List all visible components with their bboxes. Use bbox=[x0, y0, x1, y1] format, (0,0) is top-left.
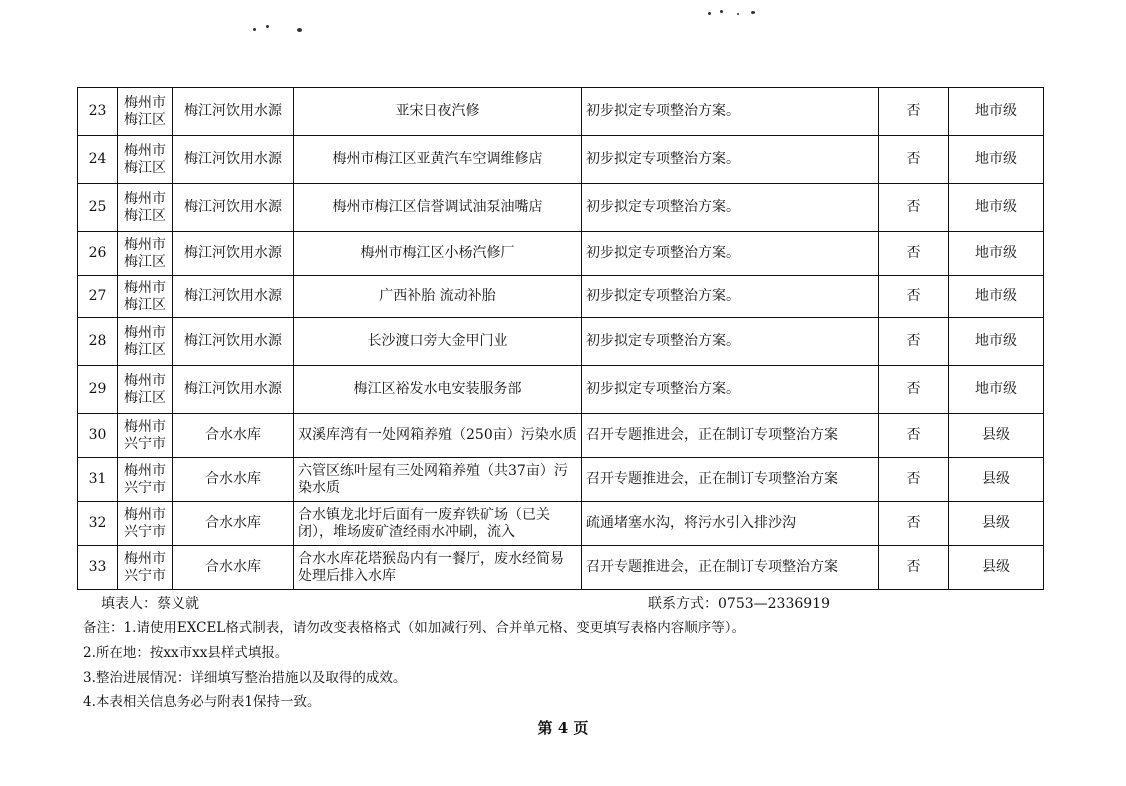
scan-speck bbox=[751, 11, 755, 14]
location-cell bbox=[118, 502, 173, 546]
water-source: 合水水库 bbox=[173, 502, 294, 546]
rectification-progress: 召开专题推进会，正在制订专项整治方案 bbox=[582, 458, 879, 502]
location-district: 梅江区 bbox=[124, 111, 166, 128]
source-level: 地市级 bbox=[949, 136, 1044, 184]
problem-name: 梅江区裕发水电安装服务部 bbox=[294, 366, 582, 414]
water-source: 梅江河饮用水源 bbox=[173, 88, 294, 136]
rectification-progress: 初步拟定专项整治方案。 bbox=[582, 276, 879, 318]
rectification-progress: 疏通堵塞水沟，将污水引入排沙沟 bbox=[582, 502, 879, 546]
location-city: 梅州市 bbox=[124, 372, 166, 389]
source-level: 县级 bbox=[949, 502, 1044, 546]
note-line: 3.整治进展情况：详细填写整治措施以及取得的成效。 bbox=[83, 670, 407, 686]
location-district: 梅江区 bbox=[124, 341, 166, 358]
location-district: 梅江区 bbox=[124, 296, 166, 313]
page-number: 第 4 页 bbox=[537, 719, 589, 737]
problem-name: 广西补胎 流动补胎 bbox=[294, 276, 582, 318]
location-district: 梅江区 bbox=[124, 389, 166, 406]
problem-name: 梅州市梅江区小杨汽修厂 bbox=[294, 232, 582, 276]
location-cell bbox=[118, 88, 173, 136]
table-row bbox=[78, 318, 1044, 366]
row-number: 25 bbox=[78, 184, 118, 232]
completed-flag: 否 bbox=[879, 458, 949, 502]
location-city: 梅州市 bbox=[124, 462, 166, 479]
location-district: 梅江区 bbox=[124, 159, 166, 176]
completed-flag: 否 bbox=[879, 502, 949, 546]
location-cell bbox=[118, 458, 173, 502]
completed-flag: 否 bbox=[879, 318, 949, 366]
row-number: 30 bbox=[78, 414, 118, 458]
source-level: 地市级 bbox=[949, 276, 1044, 318]
problem-name: 六管区练叶屋有三处网箱养殖（共37亩）污染水质 bbox=[294, 458, 582, 502]
rectification-progress: 初步拟定专项整治方案。 bbox=[582, 136, 879, 184]
source-level: 地市级 bbox=[949, 232, 1044, 276]
row-number: 32 bbox=[78, 502, 118, 546]
problem-name: 梅州市梅江区亚黄汽车空调维修店 bbox=[294, 136, 582, 184]
location-district: 梅江区 bbox=[124, 253, 166, 270]
water-source: 梅江河饮用水源 bbox=[173, 276, 294, 318]
problem-name: 长沙渡口旁大金甲门业 bbox=[294, 318, 582, 366]
row-number: 24 bbox=[78, 136, 118, 184]
scan-speck bbox=[266, 25, 269, 28]
location-city: 梅州市 bbox=[124, 236, 166, 253]
scan-speck bbox=[253, 28, 256, 31]
table-row bbox=[78, 184, 1044, 232]
water-source: 梅江河饮用水源 bbox=[173, 136, 294, 184]
table-row bbox=[78, 136, 1044, 184]
rectification-table bbox=[77, 87, 1044, 590]
location-cell bbox=[118, 366, 173, 414]
table-row bbox=[78, 366, 1044, 414]
location-district: 兴宁市 bbox=[124, 435, 166, 452]
completed-flag: 否 bbox=[879, 136, 949, 184]
note-line: 备注：1.请使用EXCEL格式制表，请勿改变表格格式（如加减行列、合并单元格、变更填写表格内容顺序等）。 bbox=[83, 620, 746, 636]
scan-speck bbox=[297, 28, 302, 32]
location-district: 兴宁市 bbox=[124, 479, 166, 496]
rectification-progress: 初步拟定专项整治方案。 bbox=[582, 232, 879, 276]
form-filler: 填表人：蔡义就 bbox=[101, 596, 199, 612]
note-line: 4.本表相关信息务必与附表1保持一致。 bbox=[83, 694, 321, 710]
rectification-progress: 召开专题推进会，正在制订专项整治方案 bbox=[582, 546, 879, 590]
row-number: 29 bbox=[78, 366, 118, 414]
location-cell bbox=[118, 136, 173, 184]
source-level: 地市级 bbox=[949, 88, 1044, 136]
problem-name: 亚宋日夜汽修 bbox=[294, 88, 582, 136]
completed-flag: 否 bbox=[879, 232, 949, 276]
table-row bbox=[78, 88, 1044, 136]
water-source: 梅江河饮用水源 bbox=[173, 184, 294, 232]
location-cell bbox=[118, 414, 173, 458]
table-body bbox=[78, 88, 1044, 590]
table-row bbox=[78, 546, 1044, 590]
completed-flag: 否 bbox=[879, 184, 949, 232]
rectification-progress: 初步拟定专项整治方案。 bbox=[582, 88, 879, 136]
row-number: 33 bbox=[78, 546, 118, 590]
location-cell bbox=[118, 318, 173, 366]
source-level: 县级 bbox=[949, 414, 1044, 458]
row-number: 28 bbox=[78, 318, 118, 366]
rectification-progress: 初步拟定专项整治方案。 bbox=[582, 184, 879, 232]
problem-name: 合水镇龙北圩后面有一废弃铁矿场（已关闭），堆场废矿渣经雨水冲刷，流入 bbox=[294, 502, 582, 546]
location-city: 梅州市 bbox=[124, 279, 166, 296]
problem-name: 合水水库花塔猴岛内有一餐厅，废水经简易处理后排入水库 bbox=[294, 546, 582, 590]
water-source: 合水水库 bbox=[173, 546, 294, 590]
water-source: 梅江河饮用水源 bbox=[173, 318, 294, 366]
water-source: 梅江河饮用水源 bbox=[173, 366, 294, 414]
location-cell bbox=[118, 232, 173, 276]
problem-name: 双溪库湾有一处网箱养殖（250亩）污染水质 bbox=[294, 414, 582, 458]
table-row bbox=[78, 232, 1044, 276]
location-cell bbox=[118, 546, 173, 590]
completed-flag: 否 bbox=[879, 88, 949, 136]
completed-flag: 否 bbox=[879, 276, 949, 318]
completed-flag: 否 bbox=[879, 546, 949, 590]
source-level: 地市级 bbox=[949, 366, 1044, 414]
location-city: 梅州市 bbox=[124, 418, 166, 435]
table-row bbox=[78, 414, 1044, 458]
location-cell bbox=[118, 276, 173, 318]
note-line: 2.所在地：按xx市xx县样式填报。 bbox=[83, 645, 289, 661]
row-number: 31 bbox=[78, 458, 118, 502]
contact-info: 联系方式：0753—2336919 bbox=[648, 596, 830, 612]
location-district: 兴宁市 bbox=[124, 523, 166, 540]
table-row bbox=[78, 458, 1044, 502]
source-level: 地市级 bbox=[949, 184, 1044, 232]
water-source: 梅江河饮用水源 bbox=[173, 232, 294, 276]
rectification-progress: 初步拟定专项整治方案。 bbox=[582, 318, 879, 366]
location-city: 梅州市 bbox=[124, 550, 166, 567]
scan-speck bbox=[708, 12, 711, 15]
rectification-progress: 初步拟定专项整治方案。 bbox=[582, 366, 879, 414]
problem-name: 梅州市梅江区信誉调试油泵油嘴店 bbox=[294, 184, 582, 232]
source-level: 县级 bbox=[949, 458, 1044, 502]
completed-flag: 否 bbox=[879, 414, 949, 458]
row-number: 26 bbox=[78, 232, 118, 276]
row-number: 23 bbox=[78, 88, 118, 136]
table-row bbox=[78, 276, 1044, 318]
rectification-progress: 召开专题推进会，正在制订专项整治方案 bbox=[582, 414, 879, 458]
location-city: 梅州市 bbox=[124, 142, 166, 159]
water-source: 合水水库 bbox=[173, 458, 294, 502]
row-number: 27 bbox=[78, 276, 118, 318]
scan-speck bbox=[720, 10, 723, 13]
scan-speck bbox=[737, 13, 739, 15]
source-level: 地市级 bbox=[949, 318, 1044, 366]
table-row bbox=[78, 502, 1044, 546]
location-city: 梅州市 bbox=[124, 506, 166, 523]
location-city: 梅州市 bbox=[124, 324, 166, 341]
location-district: 梅江区 bbox=[124, 207, 166, 224]
location-city: 梅州市 bbox=[124, 94, 166, 111]
location-district: 兴宁市 bbox=[124, 567, 166, 584]
water-source: 合水水库 bbox=[173, 414, 294, 458]
source-level: 县级 bbox=[949, 546, 1044, 590]
completed-flag: 否 bbox=[879, 366, 949, 414]
location-cell bbox=[118, 184, 173, 232]
location-city: 梅州市 bbox=[124, 190, 166, 207]
